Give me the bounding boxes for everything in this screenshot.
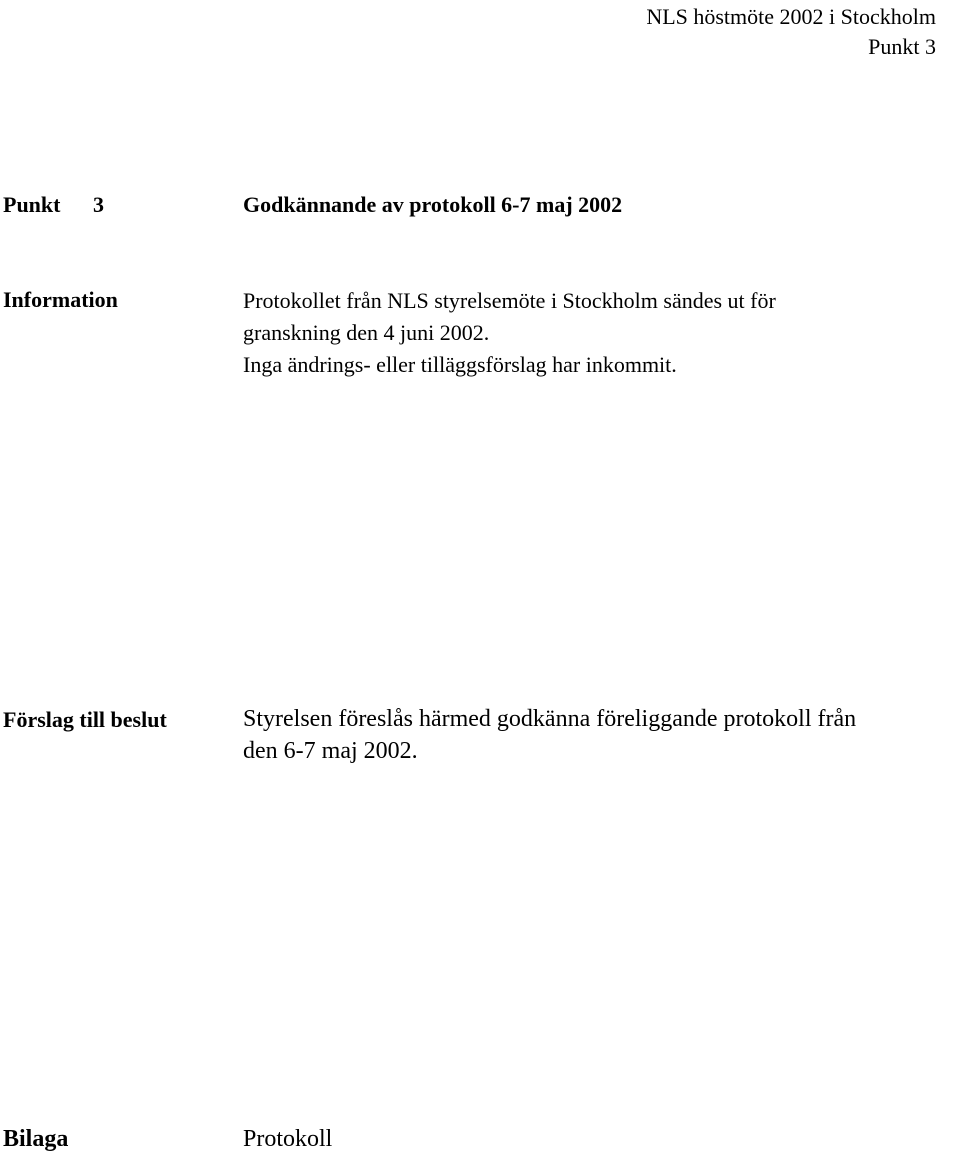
header-meeting-title: NLS höstmöte 2002 i Stockholm: [646, 4, 936, 29]
attachment-value: Protokoll: [243, 1126, 333, 1152]
section-title: Godkännande av protokoll 6-7 maj 2002: [243, 192, 623, 217]
information-label: Information: [3, 287, 118, 312]
section-label: Punkt: [3, 192, 61, 217]
information-line-1: Protokollet från NLS styrelsemöte i Stockholm sändes ut för: [243, 288, 776, 313]
proposal-line-1: Styrelsen föreslås härmed godkänna föreliggande protokoll från: [243, 706, 857, 732]
header-item-number: Punkt 3: [868, 34, 936, 59]
document-header: [646, 2, 936, 62]
attachment-label: Bilaga: [3, 1126, 69, 1152]
information-line-3: Inga ändrings- eller tilläggsförslag har inkommit.: [243, 352, 677, 377]
information-line-2: granskning den 4 juni 2002.: [243, 320, 490, 345]
proposal-label: Förslag till beslut: [3, 707, 167, 732]
section-number: 3: [93, 192, 104, 217]
proposal-line-2: den 6-7 maj 2002.: [243, 738, 418, 764]
